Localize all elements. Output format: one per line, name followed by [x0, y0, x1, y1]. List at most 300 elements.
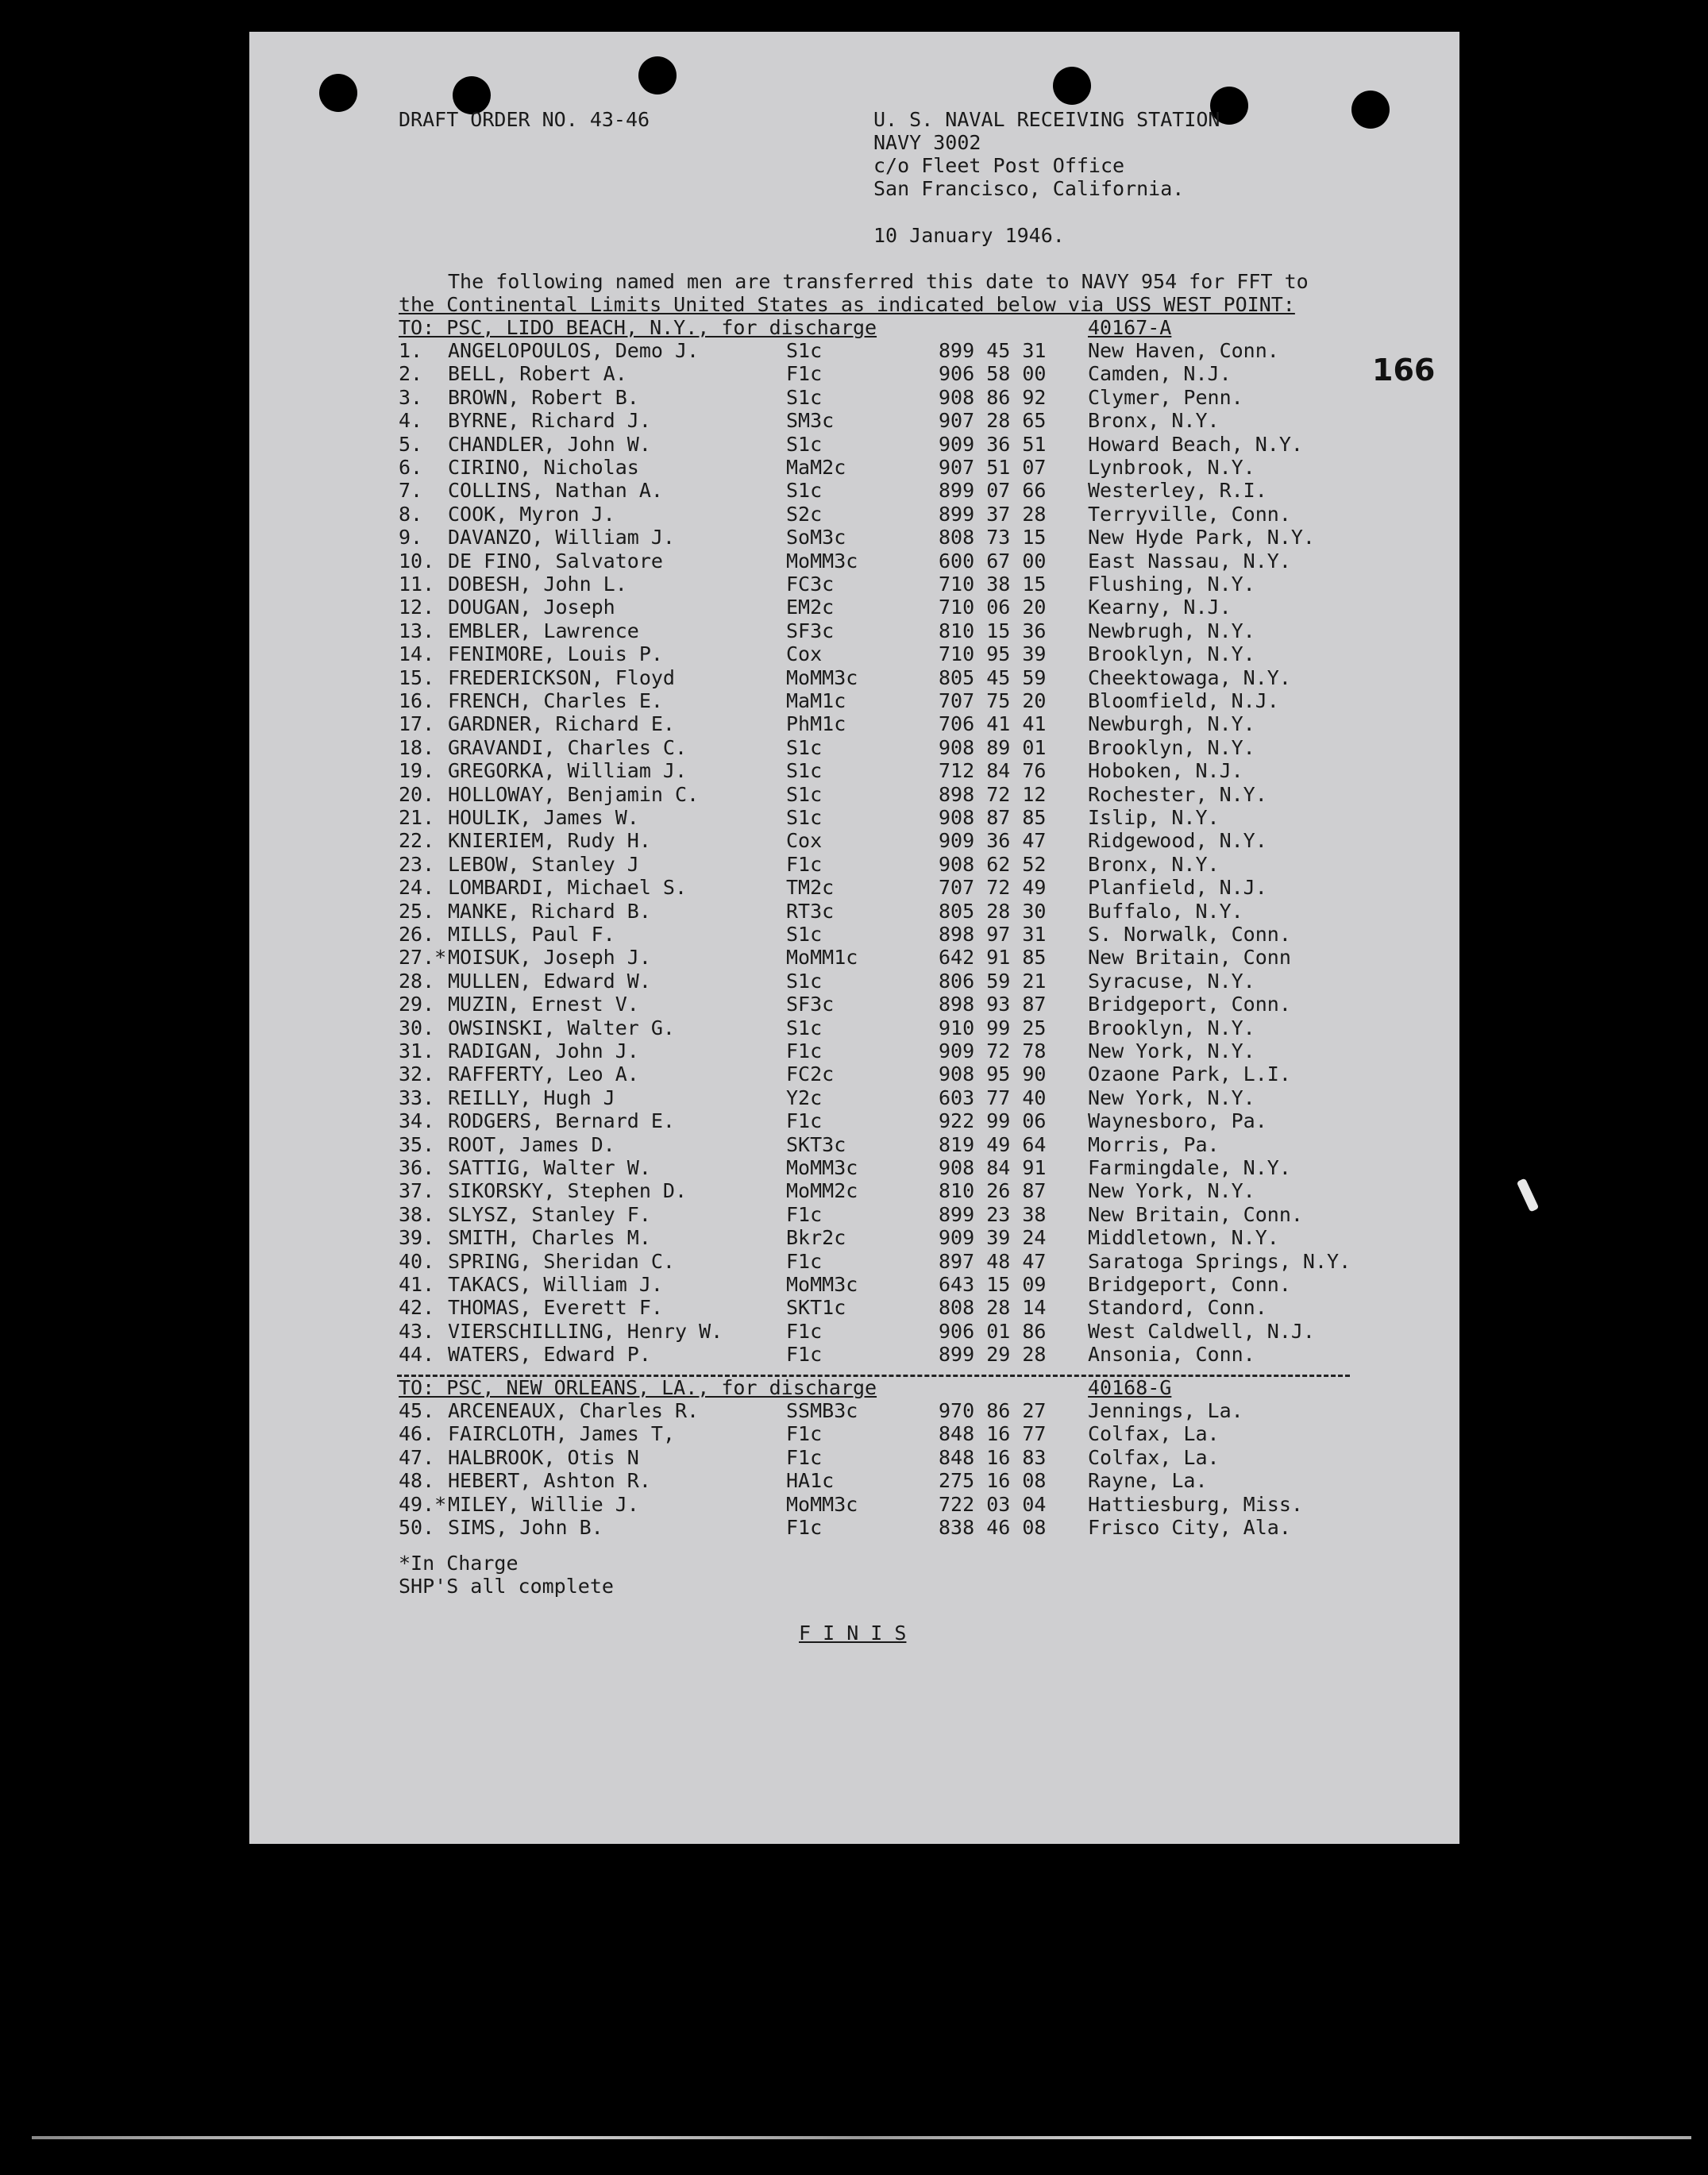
service-number: 899 37 28 — [939, 502, 1047, 526]
table-row — [249, 993, 1459, 1016]
row-number: 30. — [399, 1016, 435, 1039]
service-number: 710 95 39 — [939, 642, 1047, 666]
rating: SSMB3c — [786, 1399, 858, 1422]
rating: F1c — [786, 1249, 823, 1273]
row-number: 17. — [399, 712, 435, 736]
rating: MoMM3c — [786, 665, 858, 689]
service-number: 908 86 92 — [939, 385, 1047, 409]
home-town: Planfield, N.J. — [1088, 876, 1267, 900]
sailor-name: RODGERS, Bernard E. — [448, 1109, 675, 1133]
table-row — [249, 736, 1459, 759]
home-town: S. Norwalk, Conn. — [1088, 923, 1291, 946]
section-code-lido-beach: 40167-A — [1088, 316, 1172, 339]
home-town: Newbrugh, N.Y. — [1088, 619, 1255, 642]
home-town: Jennings, La. — [1088, 1399, 1243, 1422]
table-row — [249, 1273, 1459, 1296]
service-number: 908 84 91 — [939, 1156, 1047, 1179]
row-number: 26. — [399, 923, 435, 946]
table-row — [249, 712, 1459, 735]
row-number: 39. — [399, 1226, 435, 1250]
service-number: 909 39 24 — [939, 1226, 1047, 1250]
home-town: Brooklyn, N.Y. — [1088, 735, 1255, 759]
draft-order-number: DRAFT ORDER NO. 43-46 — [399, 108, 650, 131]
service-number: 808 28 14 — [939, 1296, 1047, 1320]
service-number: 838 46 08 — [939, 1516, 1047, 1539]
row-number: 36. — [399, 1156, 435, 1179]
row-number: 47. — [399, 1445, 435, 1469]
rating: PhM1c — [786, 712, 846, 736]
sailor-name: VIERSCHILLING, Henry W. — [448, 1319, 723, 1343]
home-town: Islip, N.Y. — [1088, 806, 1220, 829]
home-town: Bridgeport, Conn. — [1088, 993, 1291, 1016]
service-number: 810 26 87 — [939, 1179, 1047, 1203]
rating: F1c — [786, 1343, 823, 1367]
sailor-name: DAVANZO, William J. — [448, 526, 675, 550]
rating: SF3c — [786, 993, 835, 1016]
table-row — [249, 1296, 1459, 1319]
service-number: 908 62 52 — [939, 852, 1047, 876]
row-number: 43. — [399, 1319, 435, 1343]
rating: SF3c — [786, 619, 835, 642]
service-number: 848 16 83 — [939, 1445, 1047, 1469]
row-number: 16. — [399, 689, 435, 712]
sailor-name: ARCENEAUX, Charles R. — [448, 1399, 700, 1422]
table-row — [249, 1516, 1459, 1539]
home-town: New Britain, Conn. — [1088, 1202, 1303, 1226]
in-charge-note: *In Charge — [399, 1552, 519, 1575]
table-row — [249, 1016, 1459, 1039]
table-row — [249, 642, 1459, 665]
row-number: 45. — [399, 1399, 435, 1422]
home-town: Ozaone Park, L.I. — [1088, 1062, 1291, 1086]
row-number: 15. — [399, 665, 435, 689]
rating: MoMM3c — [786, 549, 858, 573]
service-number: 922 99 06 — [939, 1109, 1047, 1133]
station-line-3: c/o Fleet Post Office — [873, 154, 1125, 177]
document-page — [249, 32, 1459, 1844]
rating: SKT3c — [786, 1132, 846, 1156]
home-town: Ansonia, Conn. — [1088, 1343, 1255, 1367]
row-number: 14. — [399, 642, 435, 666]
sailor-name: COLLINS, Nathan A. — [448, 479, 663, 503]
sailor-name: MILLS, Paul F. — [448, 923, 615, 946]
service-number: 898 93 87 — [939, 993, 1047, 1016]
home-town: Clymer, Penn. — [1088, 385, 1243, 409]
sailor-name: KNIERIEM, Rudy H. — [448, 829, 651, 853]
sailor-name: FREDERICKSON, Floyd — [448, 665, 675, 689]
rating: Cox — [786, 829, 823, 853]
row-number: 9. — [399, 526, 423, 550]
rating: MoMM1c — [786, 946, 858, 970]
service-number: 910 99 25 — [939, 1016, 1047, 1039]
rating: S1c — [786, 735, 823, 759]
home-town: Waynesboro, Pa. — [1088, 1109, 1267, 1133]
sailor-name: MOISUK, Joseph J. — [448, 946, 651, 970]
intro-line-2: the Continental Limits United States as indicated below via USS WEST POINT: — [399, 293, 1295, 316]
home-town: East Nassau, N.Y. — [1088, 549, 1291, 573]
service-number: 897 48 47 — [939, 1249, 1047, 1273]
sailor-name: SLYSZ, Stanley F. — [448, 1202, 651, 1226]
rating: F1c — [786, 362, 823, 386]
row-number: 28. — [399, 969, 435, 993]
table-row — [249, 573, 1459, 596]
service-number: 907 51 07 — [939, 456, 1047, 479]
rating: S1c — [786, 759, 823, 783]
row-number: 13. — [399, 619, 435, 642]
table-row — [249, 1469, 1459, 1492]
station-line-1: U. S. NAVAL RECEIVING STATION — [873, 108, 1220, 131]
row-number: 4. — [399, 409, 423, 433]
sailor-name: LOMBARDI, Michael S. — [448, 876, 688, 900]
service-number: 712 84 76 — [939, 759, 1047, 783]
sailor-name: DOBESH, John L. — [448, 573, 627, 596]
rating: S2c — [786, 502, 823, 526]
table-row — [249, 619, 1459, 642]
home-town: Hattiesburg, Miss. — [1088, 1492, 1303, 1516]
sailor-name: SATTIG, Walter W. — [448, 1156, 651, 1179]
sailor-name: GARDNER, Richard E. — [448, 712, 675, 736]
table-row — [249, 596, 1459, 619]
home-town: New Hyde Park, N.Y. — [1088, 526, 1315, 550]
row-number: 5. — [399, 432, 423, 456]
row-number: 22. — [399, 829, 435, 853]
table-row — [249, 1156, 1459, 1179]
table-row — [249, 1062, 1459, 1086]
service-number: 906 01 86 — [939, 1319, 1047, 1343]
rating: S1c — [786, 479, 823, 503]
section-heading-new-orleans: TO: PSC, NEW ORLEANS, LA., for discharge — [399, 1376, 877, 1399]
sailor-name: THOMAS, Everett F. — [448, 1296, 663, 1320]
sailor-name: SIMS, John B. — [448, 1516, 603, 1539]
table-row — [249, 503, 1459, 526]
sailor-name: BELL, Robert A. — [448, 362, 627, 386]
home-town: New Britain, Conn — [1088, 946, 1291, 970]
table-row — [249, 1133, 1459, 1156]
table-row — [249, 1493, 1459, 1516]
home-town: West Caldwell, N.J. — [1088, 1319, 1315, 1343]
rating: S1c — [786, 385, 823, 409]
shps-complete-note: SHP'S all complete — [399, 1575, 614, 1598]
home-town: Kearny, N.J. — [1088, 596, 1232, 619]
service-number: 848 16 77 — [939, 1422, 1047, 1446]
sailor-name: SMITH, Charles M. — [448, 1226, 651, 1250]
row-number: 6. — [399, 456, 423, 479]
home-town: Buffalo, N.Y. — [1088, 899, 1243, 923]
rating: FC2c — [786, 1062, 835, 1086]
row-number: 29. — [399, 993, 435, 1016]
rating: F1c — [786, 1202, 823, 1226]
sailor-name: MUZIN, Ernest V. — [448, 993, 639, 1016]
service-number: 899 29 28 — [939, 1343, 1047, 1367]
rating: SoM3c — [786, 526, 846, 550]
row-number: 44. — [399, 1343, 435, 1367]
home-town: Terryville, Conn. — [1088, 502, 1291, 526]
row-number: 42. — [399, 1296, 435, 1320]
sailor-name: RADIGAN, John J. — [448, 1039, 639, 1062]
sailor-name: RAFFERTY, Leo A. — [448, 1062, 639, 1086]
home-town: Flushing, N.Y. — [1088, 573, 1255, 596]
row-number: 48. — [399, 1469, 435, 1493]
service-number: 710 06 20 — [939, 596, 1047, 619]
table-row — [249, 526, 1459, 549]
row-number: 41. — [399, 1273, 435, 1296]
home-town: Bronx, N.Y. — [1088, 409, 1220, 433]
home-town: Farmingdale, N.Y. — [1088, 1156, 1291, 1179]
service-number: 805 28 30 — [939, 899, 1047, 923]
home-town: Hoboken, N.J. — [1088, 759, 1243, 783]
rating: EM2c — [786, 596, 835, 619]
rating: S1c — [786, 969, 823, 993]
home-town: Bronx, N.Y. — [1088, 852, 1220, 876]
sailor-name: EMBLER, Lawrence — [448, 619, 639, 642]
row-number: 21. — [399, 806, 435, 829]
row-number: 40. — [399, 1249, 435, 1273]
home-town: Cheektowaga, N.Y. — [1088, 665, 1291, 689]
home-town: Brooklyn, N.Y. — [1088, 1016, 1255, 1039]
rating: F1c — [786, 852, 823, 876]
rating: F1c — [786, 1039, 823, 1062]
home-town: Frisco City, Ala. — [1088, 1516, 1291, 1539]
row-number: 35. — [399, 1132, 435, 1156]
station-line-2: NAVY 3002 — [873, 131, 981, 154]
row-number: 8. — [399, 502, 423, 526]
row-number: 20. — [399, 782, 435, 806]
sailor-name: BROWN, Robert B. — [448, 385, 639, 409]
service-number: 899 23 38 — [939, 1202, 1047, 1226]
rating: F1c — [786, 1109, 823, 1133]
service-number: 710 38 15 — [939, 573, 1047, 596]
rating: HA1c — [786, 1469, 835, 1493]
sailor-name: CHANDLER, John W. — [448, 432, 651, 456]
table-row — [249, 1203, 1459, 1226]
sailor-name: CIRINO, Nicholas — [448, 456, 639, 479]
table-row — [249, 479, 1459, 502]
rating: S1c — [786, 923, 823, 946]
table-row — [249, 759, 1459, 782]
home-town: Saratoga Springs, N.Y. — [1088, 1249, 1351, 1273]
home-town: Syracuse, N.Y. — [1088, 969, 1255, 993]
home-town: Camden, N.J. — [1088, 362, 1232, 386]
row-number: 38. — [399, 1202, 435, 1226]
rating: S1c — [786, 339, 823, 362]
table-row — [249, 806, 1459, 829]
intro-line-1: The following named men are transferred this date to NAVY 954 for FFT to — [448, 270, 1309, 293]
row-number: 12. — [399, 596, 435, 619]
sailor-name: SPRING, Sheridan C. — [448, 1249, 675, 1273]
row-number: 31. — [399, 1039, 435, 1062]
sailor-name: HOLLOWAY, Benjamin C. — [448, 782, 700, 806]
rating: MoMM3c — [786, 1492, 858, 1516]
table-row — [249, 386, 1459, 409]
table-row — [249, 666, 1459, 689]
sailor-name: LEBOW, Stanley J — [448, 852, 639, 876]
table-row — [249, 1446, 1459, 1469]
rating: TM2c — [786, 876, 835, 900]
sailor-name: OWSINSKI, Walter G. — [448, 1016, 675, 1039]
punch-hole — [1351, 91, 1390, 129]
sailor-name: GREGORKA, William J. — [448, 759, 688, 783]
sailor-name: FAIRCLOTH, James T, — [448, 1422, 675, 1446]
table-row — [249, 1226, 1459, 1249]
rating: RT3c — [786, 899, 835, 923]
sailor-name: HEBERT, Ashton R. — [448, 1469, 651, 1493]
sailor-name: SIKORSKY, Stephen D. — [448, 1179, 688, 1203]
table-row — [249, 923, 1459, 946]
table-row — [249, 853, 1459, 876]
rating: S1c — [786, 432, 823, 456]
film-artifact — [1517, 1178, 1540, 1212]
punch-hole — [1053, 67, 1091, 105]
table-row — [249, 433, 1459, 456]
table-row — [249, 1343, 1459, 1366]
service-number: 899 07 66 — [939, 479, 1047, 503]
row-number: 11. — [399, 573, 435, 596]
service-number: 810 15 36 — [939, 619, 1047, 642]
table-row — [249, 1086, 1459, 1109]
punch-hole — [638, 56, 677, 94]
row-number: 10. — [399, 549, 435, 573]
service-number: 908 89 01 — [939, 735, 1047, 759]
sailor-name: HOULIK, James W. — [448, 806, 639, 829]
document-date: 10 January 1946. — [873, 224, 1065, 247]
row-number: 23. — [399, 852, 435, 876]
service-number: 805 45 59 — [939, 665, 1047, 689]
service-number: 275 16 08 — [939, 1469, 1047, 1493]
home-town: Rochester, N.Y. — [1088, 782, 1267, 806]
section-heading-lido-beach: TO: PSC, LIDO BEACH, N.Y., for discharge — [399, 316, 877, 339]
table-row — [249, 970, 1459, 993]
row-number: 46. — [399, 1422, 435, 1446]
home-town: Rayne, La. — [1088, 1469, 1208, 1493]
sailor-name: FENIMORE, Louis P. — [448, 642, 663, 666]
row-number: 18. — [399, 735, 435, 759]
sailor-name: HALBROOK, Otis N — [448, 1445, 639, 1469]
rating: S1c — [786, 806, 823, 829]
row-number: 32. — [399, 1062, 435, 1086]
service-number: 707 72 49 — [939, 876, 1047, 900]
sailor-name: MANKE, Richard B. — [448, 899, 651, 923]
row-number: 2. — [399, 362, 423, 386]
row-number: 19. — [399, 759, 435, 783]
sailor-name: MULLEN, Edward W. — [448, 969, 651, 993]
home-town: New York, N.Y. — [1088, 1086, 1255, 1109]
service-number: 898 97 31 — [939, 923, 1047, 946]
service-number: 908 87 85 — [939, 806, 1047, 829]
rating: F1c — [786, 1445, 823, 1469]
row-number: 33. — [399, 1086, 435, 1109]
service-number: 643 15 09 — [939, 1273, 1047, 1296]
row-number: 34. — [399, 1109, 435, 1133]
home-town: Colfax, La. — [1088, 1445, 1220, 1469]
page-number: 166 — [1372, 353, 1436, 388]
table-row — [249, 362, 1459, 385]
rating: MoMM3c — [786, 1273, 858, 1296]
rating: MoMM2c — [786, 1179, 858, 1203]
service-number: 899 45 31 — [939, 339, 1047, 362]
rating: MaM2c — [786, 456, 846, 479]
sailor-name: ANGELOPOULOS, Demo J. — [448, 339, 700, 362]
home-town: Middletown, N.Y. — [1088, 1226, 1279, 1250]
table-row — [249, 409, 1459, 432]
service-number: 819 49 64 — [939, 1132, 1047, 1156]
section-code-new-orleans: 40168-G — [1088, 1376, 1172, 1399]
table-row — [249, 1039, 1459, 1062]
sailor-name: MILEY, Willie J. — [448, 1492, 639, 1516]
home-town: Standord, Conn. — [1088, 1296, 1267, 1320]
table-row — [249, 456, 1459, 479]
rating: Y2c — [786, 1086, 823, 1109]
table-row — [249, 1399, 1459, 1422]
row-number: 27.* — [399, 946, 447, 970]
row-number: 3. — [399, 385, 423, 409]
service-number: 970 86 27 — [939, 1399, 1047, 1422]
home-town: Morris, Pa. — [1088, 1132, 1220, 1156]
sailor-name: GRAVANDI, Charles C. — [448, 735, 688, 759]
service-number: 806 59 21 — [939, 969, 1047, 993]
service-number: 722 03 04 — [939, 1492, 1047, 1516]
home-town: Colfax, La. — [1088, 1422, 1220, 1446]
rating: Bkr2c — [786, 1226, 846, 1250]
rating: S1c — [786, 1016, 823, 1039]
rating: S1c — [786, 782, 823, 806]
row-number: 25. — [399, 899, 435, 923]
service-number: 600 67 00 — [939, 549, 1047, 573]
service-number: 706 41 41 — [939, 712, 1047, 736]
service-number: 909 36 51 — [939, 432, 1047, 456]
service-number: 909 72 78 — [939, 1039, 1047, 1062]
sailor-name: FRENCH, Charles E. — [448, 689, 663, 712]
home-town: Lynbrook, N.Y. — [1088, 456, 1255, 479]
service-number: 906 58 00 — [939, 362, 1047, 386]
service-number: 707 75 20 — [939, 689, 1047, 712]
table-row — [249, 829, 1459, 852]
sailor-name: COOK, Myron J. — [448, 502, 615, 526]
rating: MaM1c — [786, 689, 846, 712]
home-town: New York, N.Y. — [1088, 1179, 1255, 1203]
row-number: 49.* — [399, 1492, 447, 1516]
table-row — [249, 1422, 1459, 1445]
home-town: Ridgewood, N.Y. — [1088, 829, 1267, 853]
row-number: 24. — [399, 876, 435, 900]
sailor-name: REILLY, Hugh J — [448, 1086, 615, 1109]
table-row — [249, 876, 1459, 899]
home-town: Bridgeport, Conn. — [1088, 1273, 1291, 1296]
service-number: 908 95 90 — [939, 1062, 1047, 1086]
rating: F1c — [786, 1319, 823, 1343]
table-row — [249, 1179, 1459, 1202]
home-town: Westerley, R.I. — [1088, 479, 1267, 503]
rating: F1c — [786, 1422, 823, 1446]
finis-mark: F I N I S — [799, 1622, 907, 1645]
row-number: 1. — [399, 339, 423, 362]
sailor-name: DOUGAN, Joseph — [448, 596, 615, 619]
home-town: New Haven, Conn. — [1088, 339, 1279, 362]
table-row — [249, 946, 1459, 969]
sailor-name: ROOT, James D. — [448, 1132, 615, 1156]
rating: F1c — [786, 1516, 823, 1539]
sailor-name: BYRNE, Richard J. — [448, 409, 651, 433]
film-edge-strip — [32, 2136, 1691, 2139]
row-number: 50. — [399, 1516, 435, 1539]
table-row — [249, 689, 1459, 712]
service-number: 898 72 12 — [939, 782, 1047, 806]
service-number: 808 73 15 — [939, 526, 1047, 550]
home-town: New York, N.Y. — [1088, 1039, 1255, 1062]
table-row — [249, 783, 1459, 806]
sailor-name: DE FINO, Salvatore — [448, 549, 663, 573]
station-line-4: San Francisco, California. — [873, 177, 1185, 200]
service-number: 603 77 40 — [939, 1086, 1047, 1109]
